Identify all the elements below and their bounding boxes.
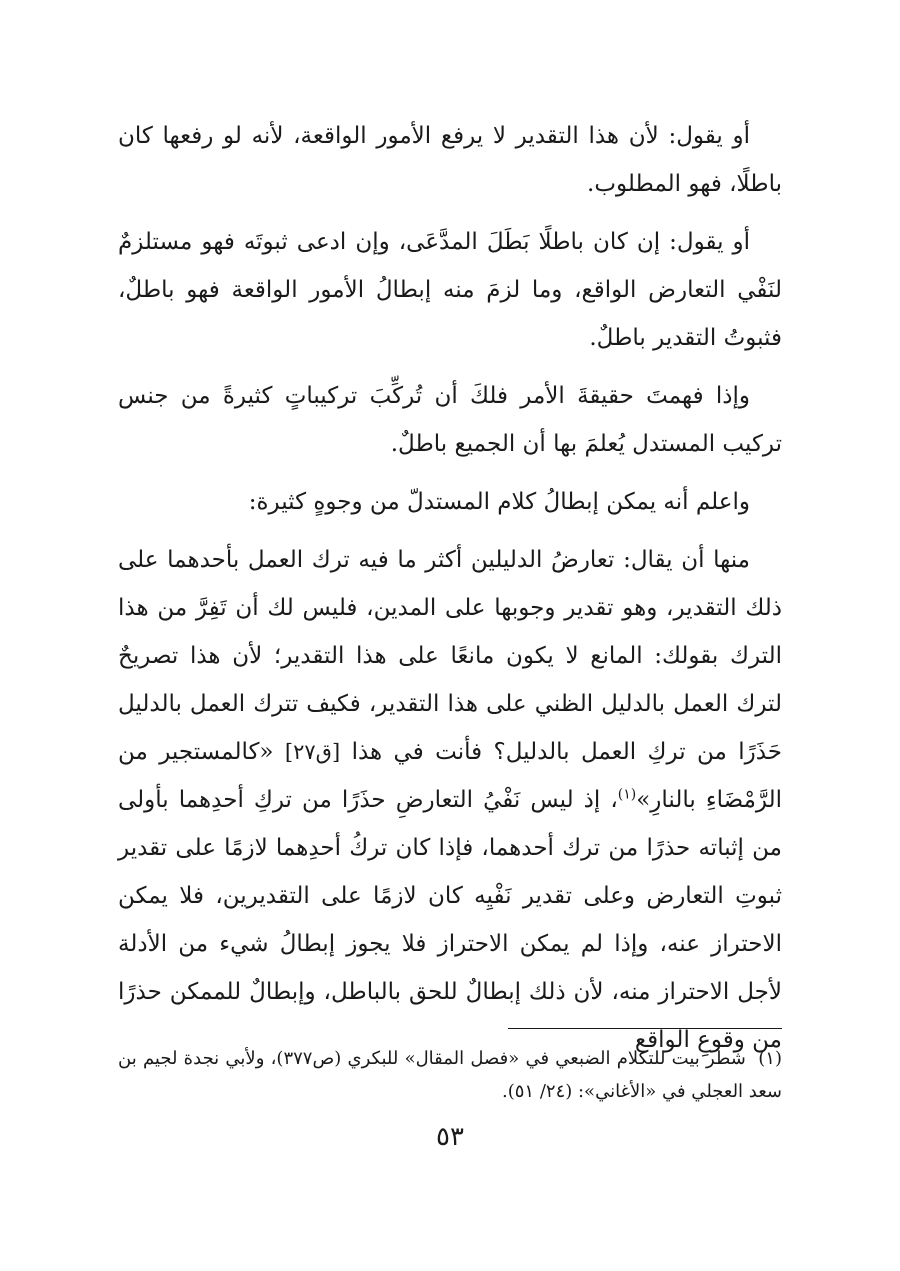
paragraph-5: [118, 536, 782, 1064]
footnote-divider: [508, 1028, 782, 1029]
main-text: [118, 112, 782, 1074]
footnote-number: (١): [758, 1048, 782, 1069]
manuscript-marker: [ق٢٧]: [284, 740, 341, 764]
paragraph-2: أو يقول: إن كان باطلًا بَطَلَ المدَّعَى، وإن ادعى ثبوتَه فهو مستلزمٌ لنَفْي التعارض الواقع، وما لزمَ منه إبطالُ الأمور الواقعة فهو باطلٌ، فثبوتُ التقدير باطلٌ.: [118, 229, 782, 351]
paragraph-3: وإذا فهمتَ حقيقةَ الأمر فلكَ أن تُركِّبَ تركيباتٍ كثيرةً من جنس تركيب المستدل يُعلمَ بها أن الجميع باطلٌ.: [118, 383, 782, 457]
paragraph-5-part-3: ، إذ ليس نَفْيُ التعارضِ حذَرًا من تركِ أحدِهما بأولى من إثباته حذرًا من ترك أحدهما، فإذا كان تركُ أحدِهما لازمًا على تقدير ثبوتِ التعارض وعلى تقدير نَفْيِه كان لازمًا على التقديرين، فلا يمكن الاحتراز عنه، وإذا لم يمكن الاحتراز فلا يجوز إبطالُ شيء من الأدلة لأجل الاحتراز منه، لأن ذلك إبطالٌ للحق بالباطل، وإبطالٌ للممكن حذرًا من وقوعِ الواقع: [118, 787, 782, 1053]
quoted-proverb: «كالمستجير من الرَّمْضَاءِ بالنارِ»: [118, 739, 782, 813]
paragraph-5-part-1: منها أن يقال: تعارضُ الدليلين أكثر ما فيه ترك العمل بأحدهما على ذلك التقدير، وهو تقدير وجوبها على المدين، فليس لك أن تَفِرَّ من هذا الترك بقولك: المانع لا يكون مانعًا على هذا التقدير؛ لأن هذا تصريحٌ لترك العمل بالدليل الظني على هذا التقدير، فكيف تترك العمل بالدليل حَذَرًا من تركِ العمل بالدليل؟ فأنت في هذا: [118, 547, 783, 765]
paragraph-1: أو يقول: لأن هذا التقدير لا يرفع الأمور الواقعة، لأنه لو رفعها كان باطلًا، فهو المطلوب.: [118, 123, 782, 197]
footnote-text: شطر بيت للتكلام الضبعي في «فصل المقال» للبكري (ص٣٧٧)، ولأبي نجدة لجيم بن سعد العجلي في «الأغاني»: (٢٤/ ٥١).: [118, 1048, 782, 1102]
paragraph-4: واعلم أنه يمكن إبطالُ كلام المستدلّ من وجوهٍ كثيرة:: [248, 489, 750, 515]
footnote: [118, 1042, 782, 1108]
footnote-reference[interactable]: (١): [617, 786, 637, 803]
page-number: ٥٣: [436, 1122, 464, 1152]
